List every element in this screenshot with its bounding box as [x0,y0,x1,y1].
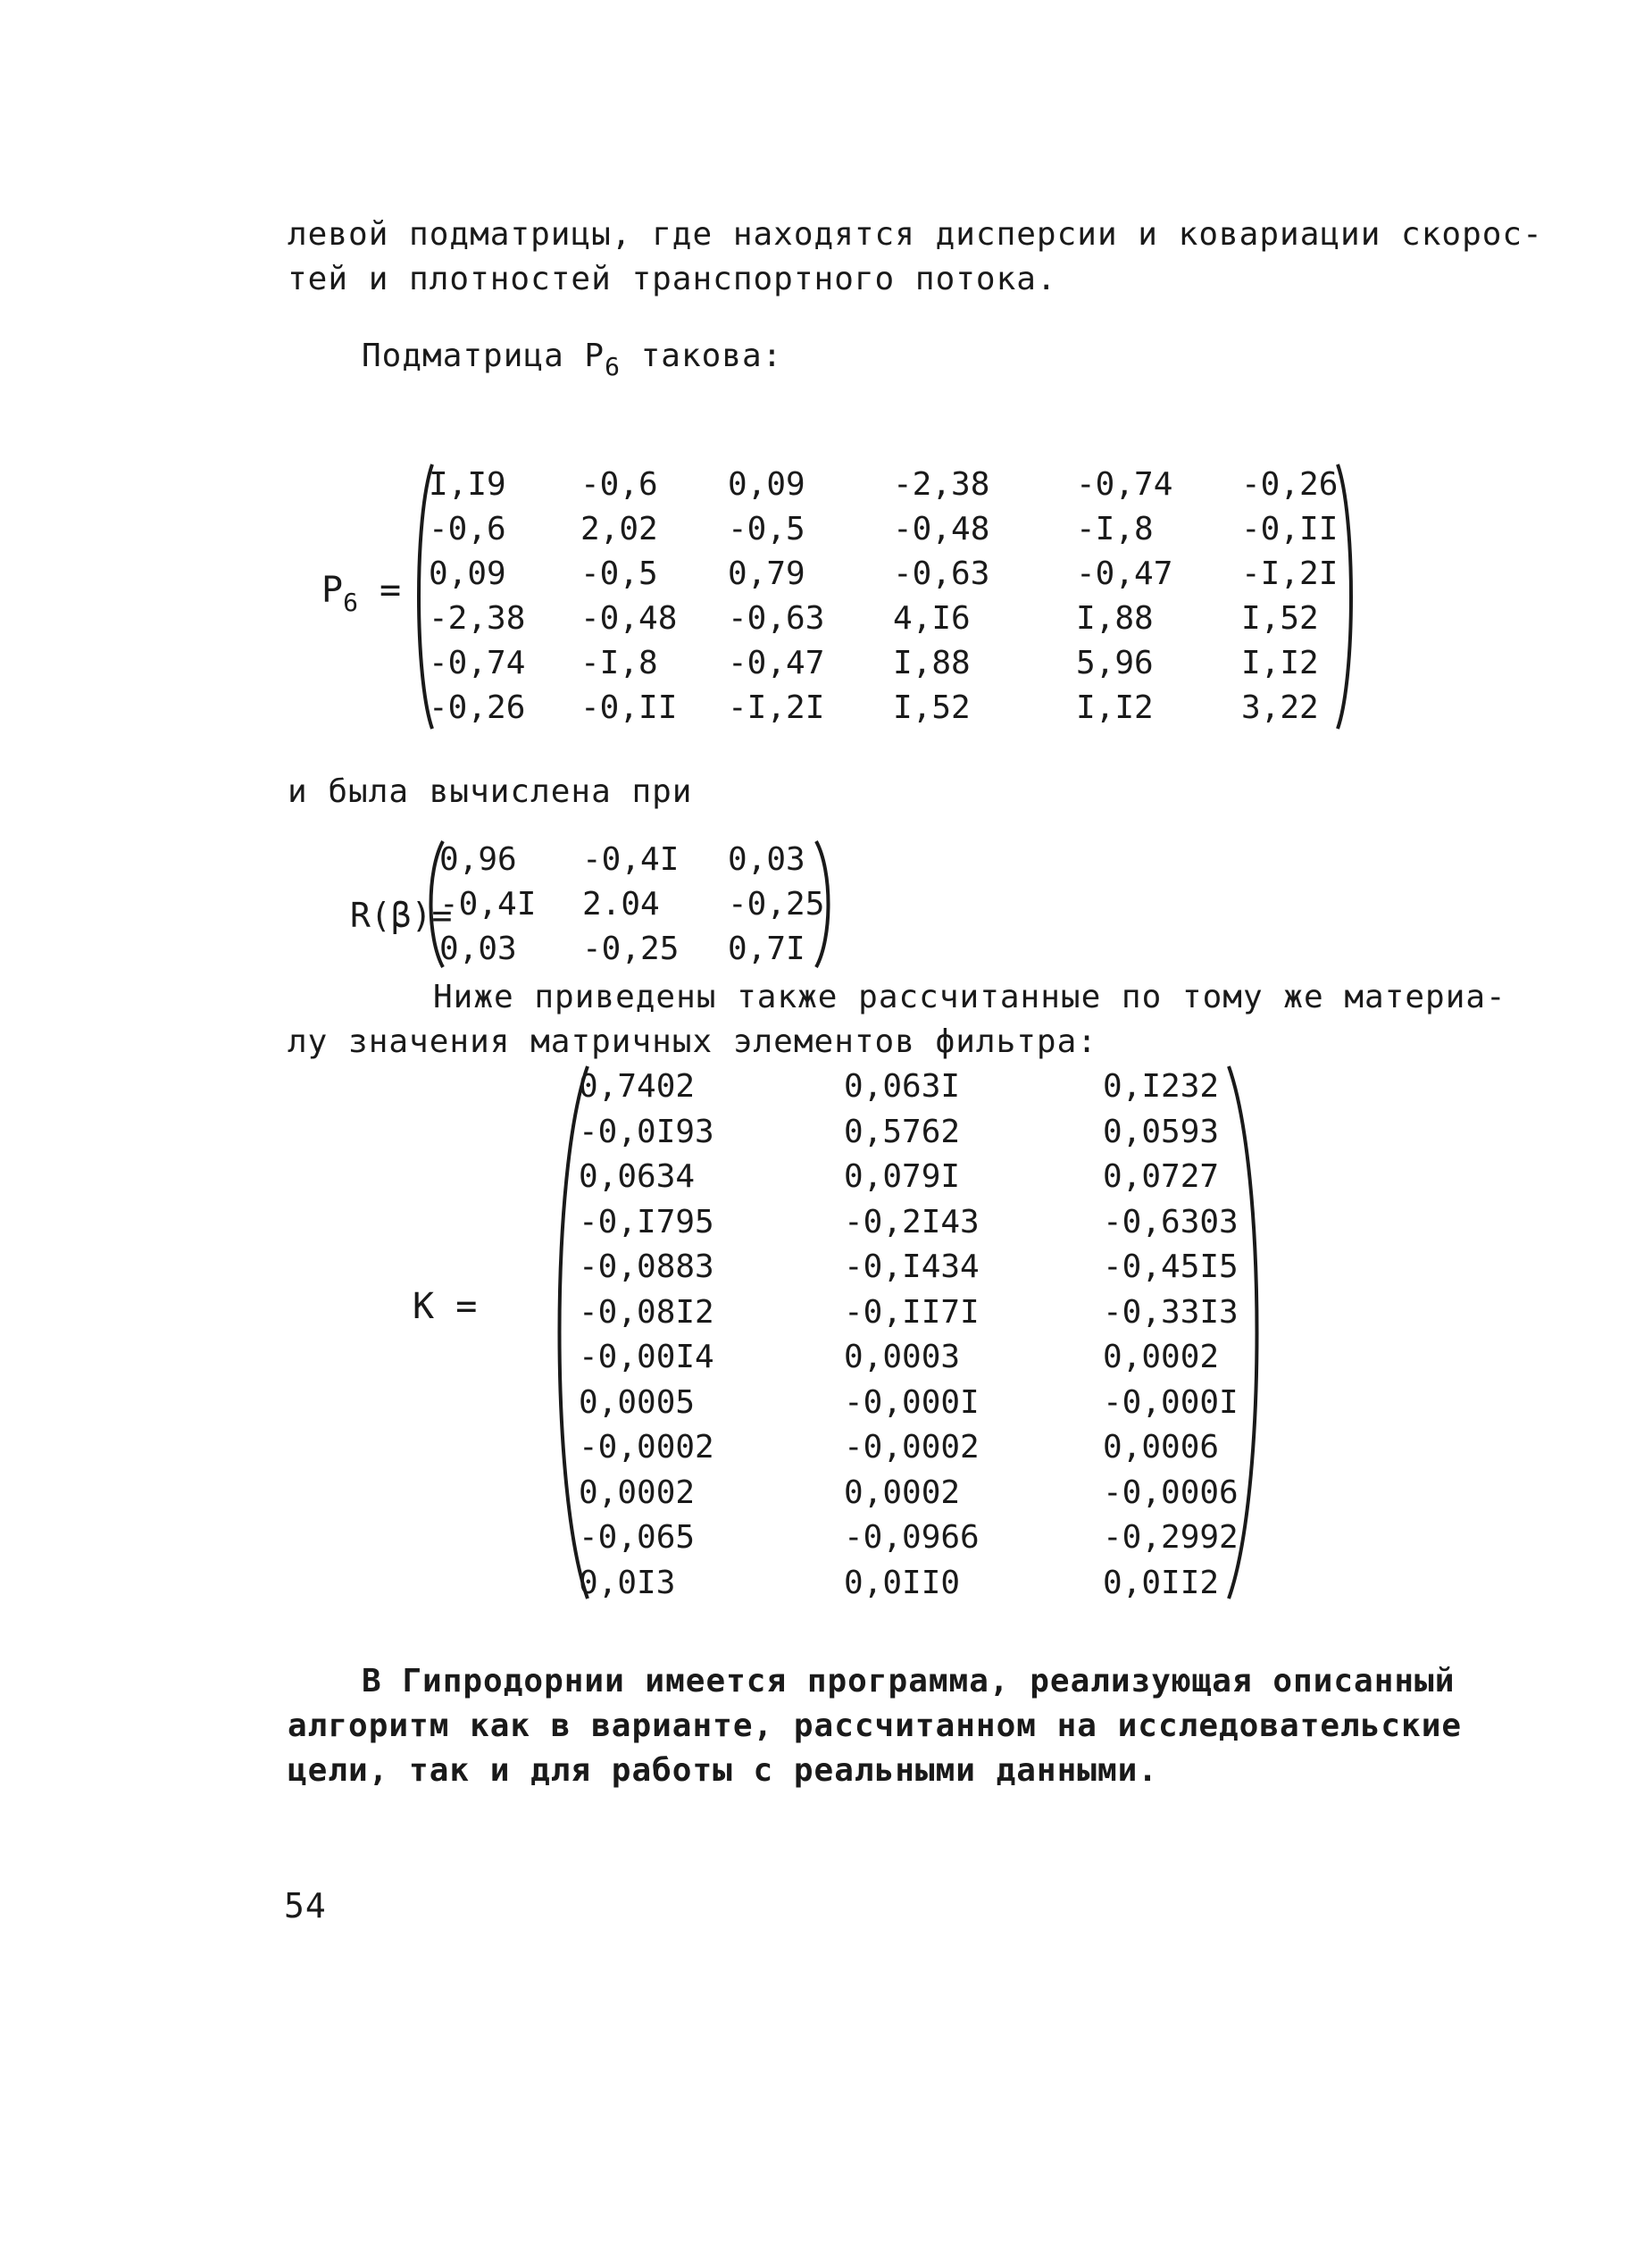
matrix-cell: 0,03 [728,841,805,878]
matrix-cell: 2.04 [582,886,660,923]
matrix-cell: I,52 [893,689,971,726]
matrix-cell: 0,0I3 [579,1564,676,1601]
matrix-cell: -0,45I5 [1103,1248,1239,1285]
k-label [413,1286,477,1327]
matrix-cell: I,I2 [1241,645,1319,681]
matrix-cell: -0,4I [582,841,680,878]
matrix-cell: 0,0II0 [844,1564,961,1601]
paragraph-4-line-2: лу значения матричных элементов фильтра: [288,1023,1097,1060]
matrix-cell: -I,8 [1076,511,1154,547]
matrix-cell: -0,000I [844,1383,980,1421]
matrix-cell: -0,II [580,689,678,726]
matrix-cell: -2,38 [429,600,526,637]
matrix-cell: 0,09 [429,555,506,592]
matrix-cell: 0,7I [728,931,805,967]
matrix-cell: 0,09 [728,466,805,503]
matrix-cell: -0,0883 [579,1248,714,1285]
p6-intro-tail: такова: [620,338,783,374]
matrix-cell: I,I9 [429,466,506,503]
paragraph-4-line-1: Ниже приведены также рассчитанные по тому же материа- [433,979,1506,1015]
p6-intro-sub: 6 [605,352,621,381]
matrix-cell: -0,74 [429,645,526,681]
matrix-cell: -0,0006 [1103,1474,1239,1511]
matrix-cell: 0,0II2 [1103,1564,1220,1601]
matrix-cell: -0,II7I [844,1293,980,1331]
matrix-cell: -0,II [1241,511,1339,547]
matrix-cell: 0,079I [844,1158,961,1195]
k-equals: = [455,1286,478,1327]
matrix-cell: -0,26 [429,689,526,726]
p6-label-sub: 6 [343,588,358,617]
matrix-cell: -0,0I93 [579,1113,714,1150]
matrix-cell: 0,96 [439,841,517,878]
matrix-cell: 5,96 [1076,645,1154,681]
matrix-cell: 2,02 [580,511,658,547]
matrix-cell: -0,25 [728,886,825,923]
matrix-cell: -0,5 [728,511,805,547]
paragraph-1-line-2: тей и плотностей транспортного потока. [288,261,1057,297]
matrix-cell: 0,0002 [1103,1339,1220,1375]
matrix-cell: -0,0002 [579,1429,714,1466]
page-number: 54 [284,1886,327,1925]
matrix-cell: -0,0966 [844,1519,980,1556]
matrix-cell: 0,0002 [844,1474,961,1511]
matrix-cell: -0,47 [728,645,825,681]
matrix-cell: -0,6303 [1103,1203,1239,1240]
paragraph-1-line-1: левой подматрицы, где находятся дисперсии и ковариации скорос- [288,216,1543,253]
matrix-cell: I,88 [1076,600,1154,637]
matrix-cell: 0,5762 [844,1113,961,1150]
matrix-cell: -0,065 [579,1519,696,1556]
matrix-cell: -I,2I [728,689,825,726]
matrix-cell: -0,47 [1076,555,1173,592]
matrix-cell: 0,0593 [1103,1113,1220,1150]
matrix-cell: 0,I232 [1103,1068,1220,1105]
matrix-cell: -0,48 [580,600,678,637]
paragraph-5-line-3: цели, так и для работы с реальными данными. [288,1752,1158,1789]
p6-label [321,570,401,617]
matrix-cell: -0,26 [1241,466,1339,503]
r-label: R(β)= [350,896,453,935]
matrix-cell: 3,22 [1241,689,1319,726]
k-label-letter: K [413,1286,435,1327]
p6-intro-text: Подматрица P [362,338,605,374]
matrix-cell: 0,0003 [844,1339,961,1375]
matrix-cell: -0,I795 [579,1203,714,1240]
matrix-cell: -0,2I43 [844,1203,980,1240]
paragraph-3: и была вычислена при [288,773,693,810]
matrix-cell: 0,063I [844,1068,961,1105]
matrix-cell: 0,0634 [579,1158,696,1195]
paragraph-5-line-1: В Гипродорнии имеется программа, реализующая описанный [362,1663,1456,1699]
matrix-cell: 4,I6 [893,600,971,637]
matrix-cell: -I,8 [580,645,658,681]
matrix-cell: -0,08I2 [579,1293,714,1331]
matrix-cell: -0,2992 [1103,1519,1239,1556]
matrix-cell: I,I2 [1076,689,1154,726]
matrix-cell: -0,000I [1103,1383,1239,1421]
matrix-cell: 0,0005 [579,1383,696,1421]
p6-equals: = [380,570,402,611]
matrix-cell: I,52 [1241,600,1319,637]
matrix-cell: -0,48 [893,511,990,547]
matrix-cell: -0,63 [728,600,825,637]
matrix-cell: -0,63 [893,555,990,592]
matrix-cell: -0,33I3 [1103,1293,1239,1331]
matrix-cell: -0,4I [439,886,537,923]
matrix-cell: -0,I434 [844,1248,980,1285]
matrix-cell: -0,25 [582,931,680,967]
matrix-cell: 0,03 [439,931,517,967]
matrix-cell: -0,00I4 [579,1339,714,1375]
matrix-cell: -0,74 [1076,466,1173,503]
matrix-cell: -2,38 [893,466,990,503]
matrix-cell: I,88 [893,645,971,681]
matrix-cell: -0,0002 [844,1429,980,1466]
paragraph-5-line-2: алгоритм как в варианте, рассчитанном на исследовательские [288,1708,1463,1744]
matrix-cell: 0,79 [728,555,805,592]
matrix-cell: 0,0006 [1103,1429,1220,1466]
p6-right-bracket [1332,463,1359,731]
matrix-cell: -I,2I [1241,555,1339,592]
p6-label-letter: P [321,570,344,611]
matrix-cell: 0,0002 [579,1474,696,1511]
p6-intro [362,338,782,381]
matrix-cell: 0,7402 [579,1068,696,1105]
matrix-cell: -0,6 [580,466,658,503]
matrix-cell: 0,0727 [1103,1158,1220,1195]
matrix-cell: -0,5 [580,555,658,592]
matrix-cell: -0,6 [429,511,506,547]
